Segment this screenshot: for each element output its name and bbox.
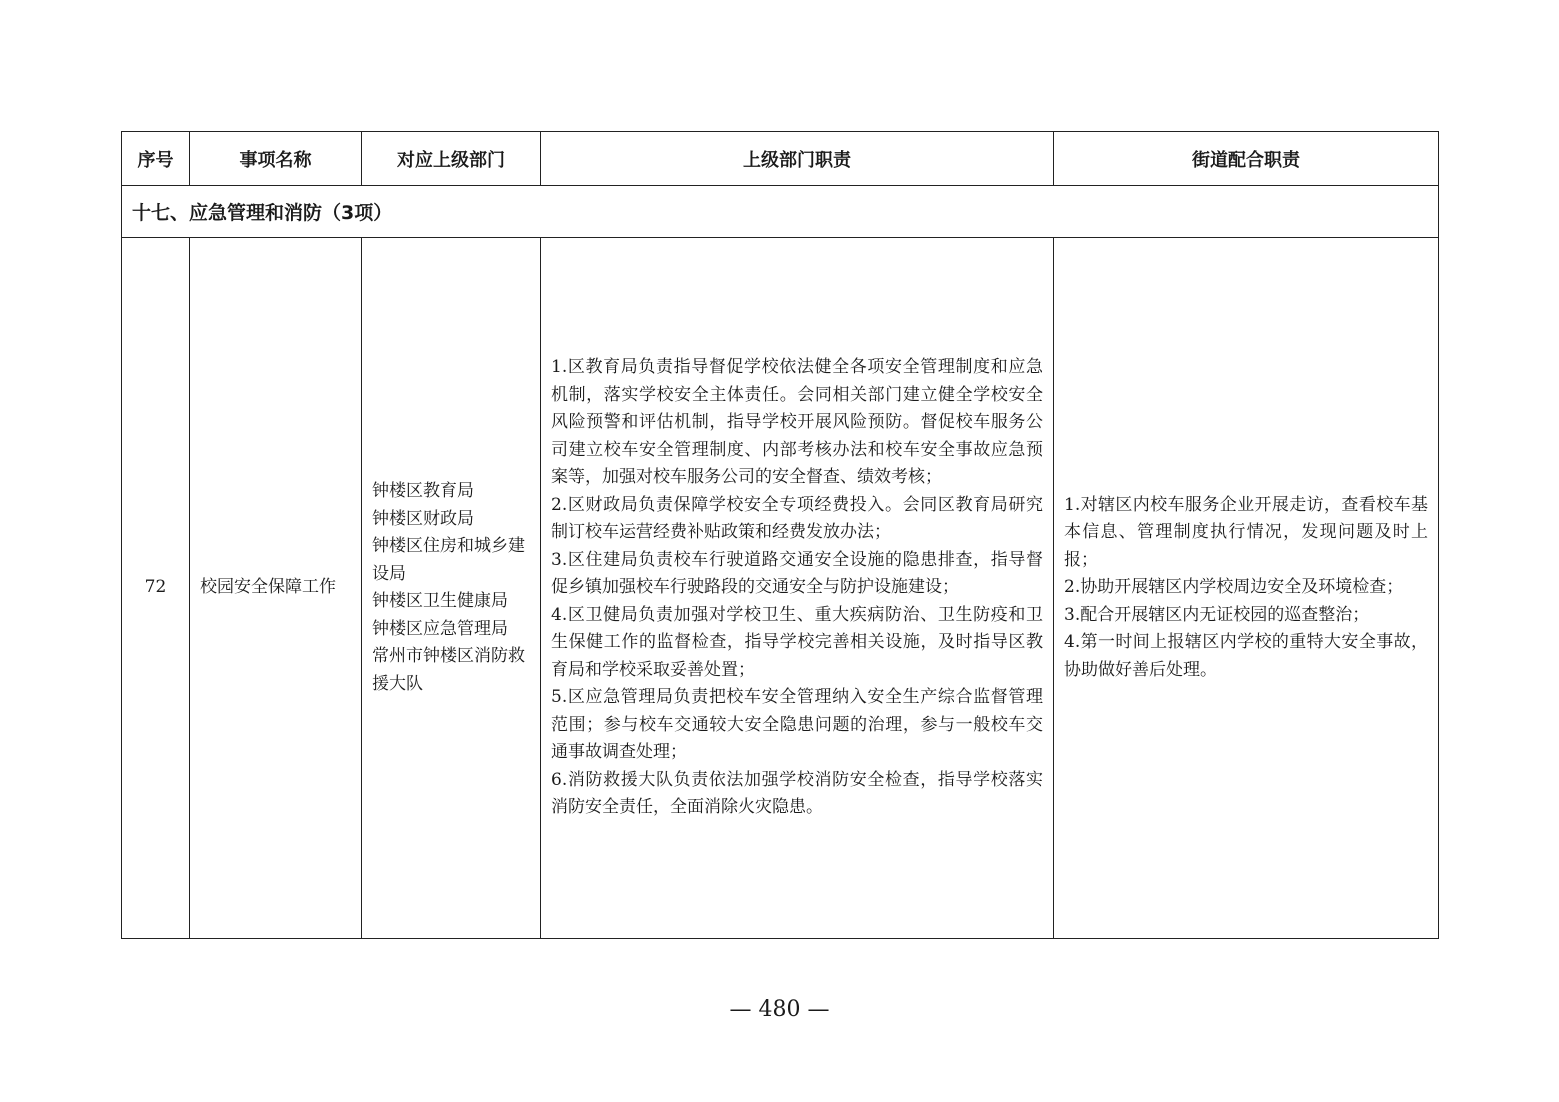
row-number: 72 — [122, 238, 190, 939]
header-department: 对应上级部门 — [362, 132, 541, 186]
duty-item: 3.区住建局负责校车行驶道路交通安全设施的隐患排查，指导督促乡镇加强校车行驶路段的交通安全与防护设施建设； — [551, 549, 1043, 598]
header-item-name: 事项名称 — [190, 132, 362, 186]
header-no: 序号 — [122, 132, 190, 186]
department-item: 常州市钟楼区消防救援大队 — [372, 646, 525, 694]
header-street-duties: 街道配合职责 — [1054, 132, 1439, 186]
item-name: 校园安全保障工作 — [190, 238, 362, 939]
header-department-duties: 上级部门职责 — [541, 132, 1054, 186]
department-duties — [541, 238, 1054, 939]
department-item: 钟楼区应急管理局 — [372, 618, 508, 639]
department-item: 钟楼区卫生健康局 — [372, 591, 508, 611]
street-duty-item: 4.第一时间上报辖区内学校的重特大安全事故，协助做好善后处理。 — [1064, 632, 1428, 680]
department-item: 钟楼区教育局 — [372, 481, 474, 501]
responsibility-table — [121, 131, 1439, 939]
street-duty-item: 3.配合开展辖区内无证校园的巡查整治； — [1064, 604, 1370, 625]
department-list — [362, 238, 541, 939]
duty-item: 1.区教育局负责指导督促学校依法健全各项安全管理制度和应急机制，落实学校安全主体责任。会同相关部门建立健全学校安全风险预警和评估机制，指导学校开展风险预防。督促校车服务公司建立校车安全管理制度、内部考核办法和校车安全事故应急预案等，加强对校车服务公司的安全督查、绩效考核； — [551, 357, 1043, 488]
page-number: — 480 — — [729, 997, 830, 1022]
header-row — [122, 132, 1439, 186]
department-item: 钟楼区财政局 — [372, 508, 474, 529]
duty-item: 5.区应急管理局负责把校车安全管理纳入安全生产综合监督管理范围；参与校车交通较大安全隐患问题的治理，参与一般校车交通事故调查处理； — [551, 687, 1043, 763]
table-row — [122, 238, 1439, 939]
duty-item: 6.消防救援大队负责依法加强学校消防安全检查，指导学校落实消防安全责任，全面消除火灾隐患。 — [551, 769, 1043, 818]
duty-item: 2.区财政局负责保障学校安全专项经费投入。会同区教育局研究制订校车运营经费补贴政策和经费发放办法； — [551, 494, 1043, 543]
section-row — [122, 186, 1439, 238]
street-duty-item: 2.协助开展辖区内学校周边安全及环境检查； — [1064, 577, 1404, 598]
department-item: 钟楼区住房和城乡建设局 — [372, 536, 525, 584]
street-duty-item: 1.对辖区内校车服务企业开展走访，查看校车基本信息、管理制度执行情况，发现问题及时上报； — [1064, 494, 1428, 570]
duty-item: 4.区卫健局负责加强对学校卫生、重大疾病防治、卫生防疫和卫生保健工作的监督检查，指导学校完善相关设施，及时指导区教育局和学校采取妥善处置； — [551, 604, 1043, 680]
section-title: 十七、应急管理和消防（3项） — [122, 186, 1439, 238]
street-duties — [1054, 238, 1439, 939]
